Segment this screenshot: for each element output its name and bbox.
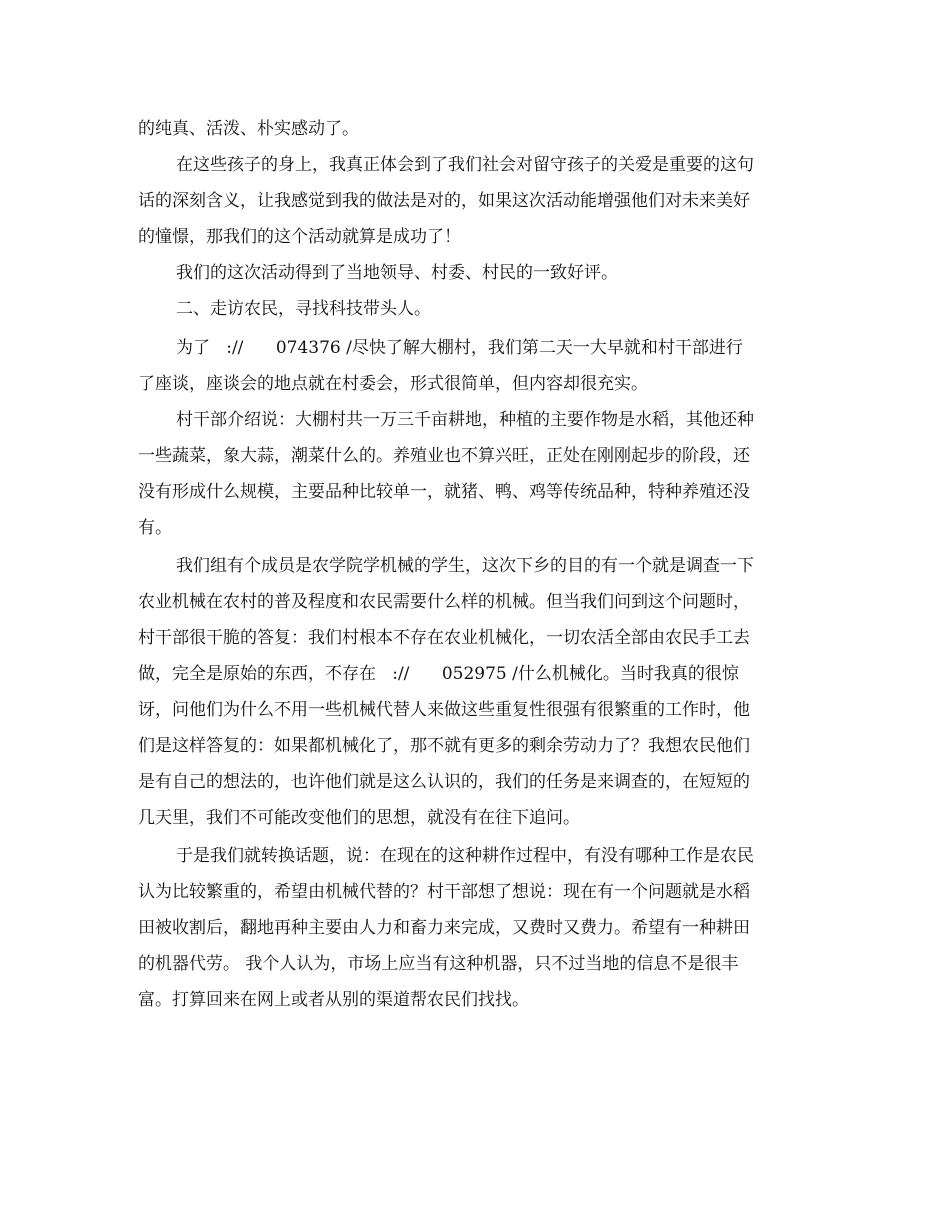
text-line: 认为比较繁重的，希望由机械代替的？村干部想了想说：现在有一个问题就是水稻 [138, 882, 750, 902]
text-line: 几天里，我们不可能改变他们的思想，就没有在往下追问。 [138, 808, 580, 828]
text-line: 们是这样答复的：如果都机械化了，那不就有更多的剩余劳动力了？我想农民他们 [138, 736, 750, 756]
text-line: 的憧憬，那我们的这个活动就算是成功了！ [138, 227, 461, 247]
section-heading: 二、走访农民，寻找科技带头人。 [176, 299, 431, 319]
text-line: 是有自己的想法的，也许他们就是这么认识的，我们的任务是来调查的，在短短的 [138, 772, 750, 792]
text-line: 了座谈，座谈会的地点就在村委会，形式很简单，但内容却很充实。 [138, 374, 648, 394]
text-line: 我们的这次活动得到了当地领导、村委、村民的一致好评。 [176, 263, 618, 283]
text-line: 村干部很干脆的答复：我们村根本不存在农业机械化，一切农活全部由农民手工去 [138, 628, 750, 648]
text-line: 于是我们就转换话题，说：在现在的这种耕作过程中，有没有哪种工作是农民 [176, 846, 754, 866]
text-line: 富。打算回来在网上或者从别的渠道帮农民们找找。 [138, 990, 529, 1010]
text-line: 在这些孩子的身上，我真正体会到了我们社会对留守孩子的关爱是重要的这句 [176, 155, 754, 175]
text-line: 没有形成什么规模，主要品种比较单一，就猪、鸭、鸡等传统品种，特种养殖还没 [138, 482, 750, 502]
text-line: 有。 [138, 518, 172, 538]
text-line: 农业机械在农村的普及程度和农民需要什么样的机械。但当我们问到这个问题时， [138, 592, 750, 612]
text-line: 做，完全是原始的东西，不存在 :// 052975 /什么机械化。当时我真的很惊 [138, 664, 739, 684]
text-line: 田被收割后，翻地再种主要由人力和畜力来完成，又费时又费力。希望有一种耕田 [138, 918, 750, 938]
text-line: 讶，问他们为什么不用一些机械代替人来做这些重复性很强有很繁重的工作时，他 [138, 700, 750, 720]
text-line: 话的深刻含义，让我感觉到我的做法是对的，如果这次活动能增强他们对未来美好 [138, 191, 750, 211]
text-line: 为了 :// 074376 /尽快了解大棚村，我们第二天一大早就和村干部进行 [176, 338, 743, 358]
text-line: 一些蔬菜，象大蒜，潮菜什么的。养殖业也不算兴旺，正处在刚刚起步的阶段，还 [138, 446, 750, 466]
text-line: 村干部介绍说：大棚村共一万三千亩耕地，种植的主要作物是水稻，其他还种 [176, 410, 754, 430]
text-line: 我们组有个成员是农学院学机械的学生，这次下乡的目的有一个就是调查一下 [176, 556, 754, 576]
text-line: 的机器代劳。 我个人认为，市场上应当有这种机器，只不过当地的信息不是很丰 [138, 954, 739, 974]
text-line: 的纯真、活泼、朴实感动了。 [138, 119, 359, 139]
